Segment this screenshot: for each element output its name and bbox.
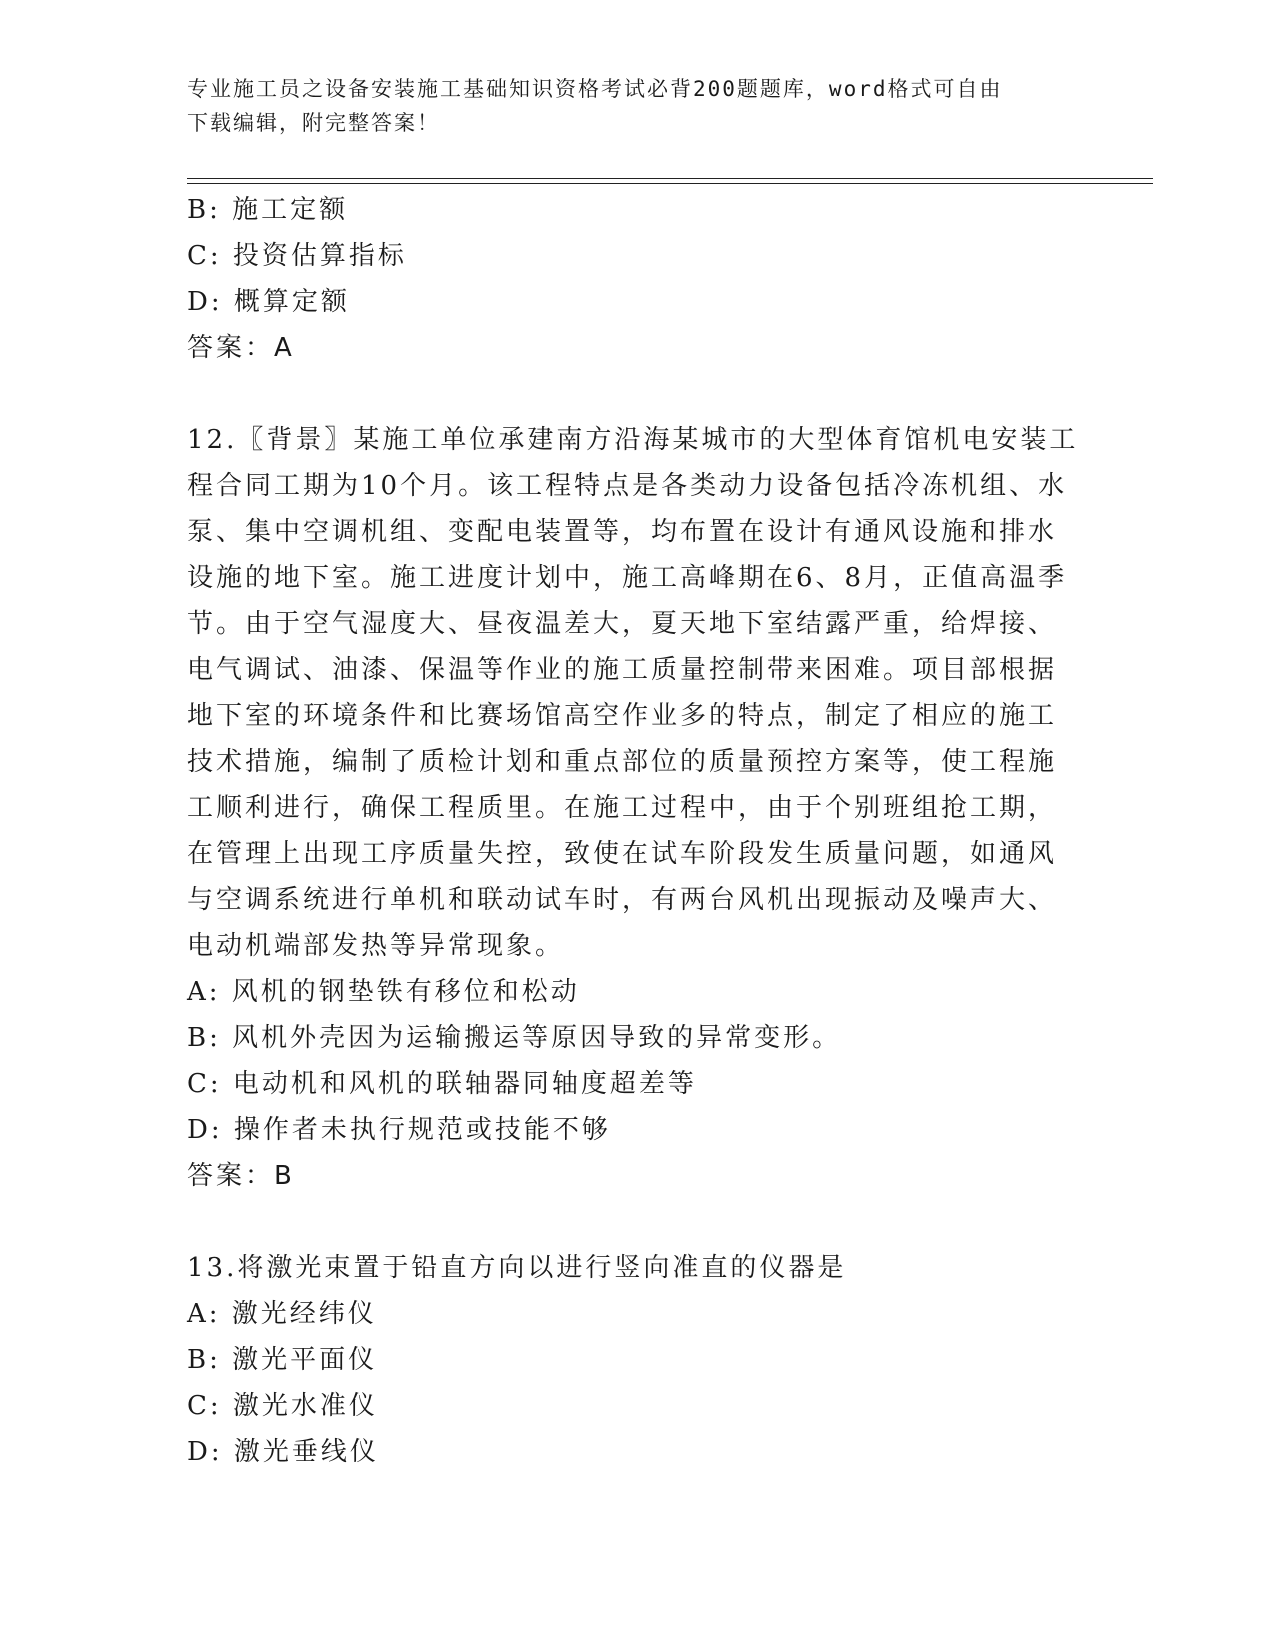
question-stem-line: 在管理上出现工序质量失控，致使在试车阶段发生质量问题，如通风 [187,839,1058,869]
question-13 [187,1245,1077,1475]
spacer [187,1199,1077,1245]
question-stem-line: 电动机端部发热等异常现象。 [187,931,565,961]
header-line-1: 专业施工员之设备安装施工基础知识资格考试必背200题题库，word格式可自由 [187,77,1003,101]
answer-line: 答案：A [187,333,295,363]
document-header [187,72,1067,140]
option-d: D: 激光垂线仪 [187,1437,379,1467]
header-divider-bottom [187,183,1153,184]
option-c: C: 投资估算指标 [187,241,407,271]
option-c: C: 电动机和风机的联轴器同轴度超差等 [187,1069,697,1099]
option-b: B: 风机外壳因为运输搬运等原因导致的异常变形。 [187,1023,842,1053]
question-stem-line: 工顺利进行，确保工程质里。在施工过程中，由于个别班组抢工期， [187,793,1058,823]
spacer [187,371,1077,417]
question-stem-line: 电气调试、油漆、保温等作业的施工质量控制带来困难。项目部根据 [187,655,1058,685]
answer-line: 答案：B [187,1161,295,1191]
question-stem-line: 12.〖背景〗某施工单位承建南方沿海某城市的大型体育馆机电安装工 [187,425,1079,455]
option-d: D: 概算定额 [187,287,350,317]
question-stem-line: 设施的地下室。施工进度计划中，施工高峰期在6、8月，正值高温季 [187,563,1068,593]
option-a: A: 激光经纬仪 [187,1299,377,1329]
question-stem-line: 节。由于空气湿度大、昼夜温差大，夏天地下室结露严重，给焊接、 [187,609,1058,639]
question-stem-line: 13.将激光束置于铅直方向以进行竖向准直的仪器是 [187,1253,847,1283]
option-c: C: 激光水准仪 [187,1391,378,1421]
option-a: A: 风机的钢垫铁有移位和松动 [187,977,580,1007]
question-stem-line: 技术措施，编制了质检计划和重点部位的质量预控方案等，使工程施 [187,747,1058,777]
question-11 [187,187,1077,371]
option-d: D: 操作者未执行规范或技能不够 [187,1115,611,1145]
question-stem-line: 地下室的环境条件和比赛场馆高空作业多的特点，制定了相应的施工 [187,701,1058,731]
option-b: B: 施工定额 [187,195,349,225]
question-stem-line: 与空调系统进行单机和联动试车时，有两台风机出现振动及噪声大、 [187,885,1058,915]
document-body [187,187,1077,1475]
option-b: B: 激光平面仪 [187,1345,378,1375]
header-divider-top [187,178,1153,179]
header-line-2: 下载编辑，附完整答案！ [187,111,440,135]
question-stem-line: 泵、集中空调机组、变配电装置等，均布置在设计有通风设施和排水 [187,517,1058,547]
question-stem-line: 程合同工期为10个月。该工程特点是各类动力设备包括冷冻机组、水 [187,471,1068,501]
question-12 [187,417,1077,1199]
